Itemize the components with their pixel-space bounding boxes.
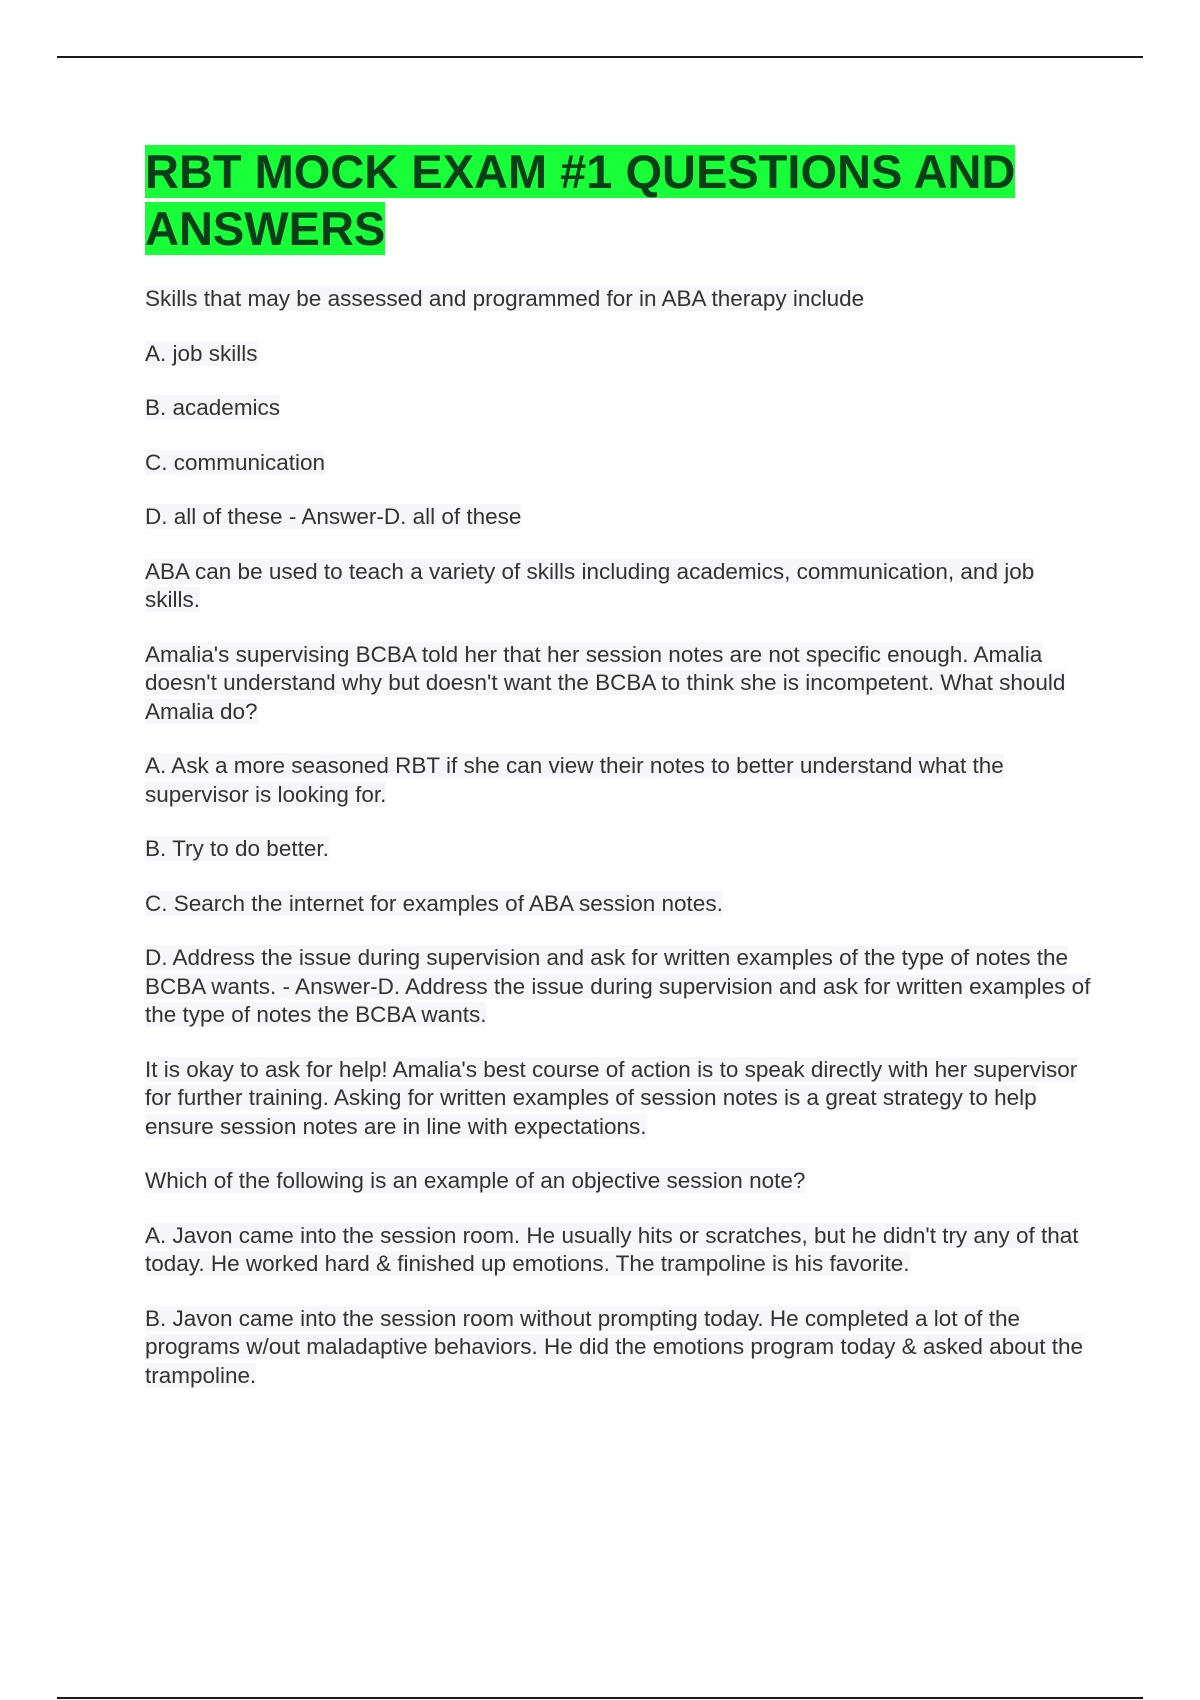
question-2-option-b: B. Try to do better. — [145, 836, 329, 861]
question-2-option-d-answer: D. Address the issue during supervision and ask for written examples of the type of notes the BCBA wants. - Answer-D. Address the issue during supervision and ask for written examples of the type of notes the BCBA wants. — [145, 945, 1091, 1027]
document-title — [145, 143, 1095, 257]
question-1-option-c: C. communication — [145, 449, 326, 475]
question-1-option-a: A. job skills — [145, 340, 258, 366]
question-2-explanation: It is okay to ask for help! Amalia's best course of action is to speak directly with her supervisor for further training. Asking for written examples of session notes is a great strategy to help ensure session notes are in line with expectations. — [145, 1056, 1078, 1139]
document-title-text: RBT MOCK EXAM #1 QUESTIONS AND ANSWERS — [145, 145, 1016, 255]
question-3-option-b: B. Javon came into the session room without prompting today. He completed a lot of the programs w/out maladaptive behaviors. He did the emotions program today & asked about the trampoline. — [145, 1305, 1084, 1388]
question-3-stem: Which of the following is an example of an objective session note? — [145, 1168, 806, 1193]
top-rule — [57, 56, 1143, 58]
document-body — [145, 143, 1095, 1416]
question-2-stem: Amalia's supervising BCBA told her that her session notes are not specific enough. Amalia doesn't understand why but doesn't want the BCBA to think she is incompetent. What should Amalia do? — [145, 641, 1066, 724]
question-2-option-c: C. Search the internet for examples of ABA session notes. — [145, 890, 723, 916]
question-1-stem: Skills that may be assessed and programmed for in ABA therapy include — [145, 286, 865, 311]
bottom-rule — [57, 1697, 1143, 1699]
question-1-option-b: B. academics — [145, 395, 281, 420]
question-1-explanation: ABA can be used to teach a variety of skills including academics, communication, and job skills. — [145, 558, 1035, 612]
question-3-option-a: A. Javon came into the session room. He usually hits or scratches, but he didn't try any of that today. He worked hard & finished up emotions. The trampoline is his favorite. — [145, 1222, 1079, 1276]
question-2-option-a: A. Ask a more seasoned RBT if she can view their notes to better understand what the supervisor is looking for. — [145, 753, 1004, 807]
question-1-option-d-answer: D. all of these - Answer-D. all of these — [145, 504, 522, 529]
